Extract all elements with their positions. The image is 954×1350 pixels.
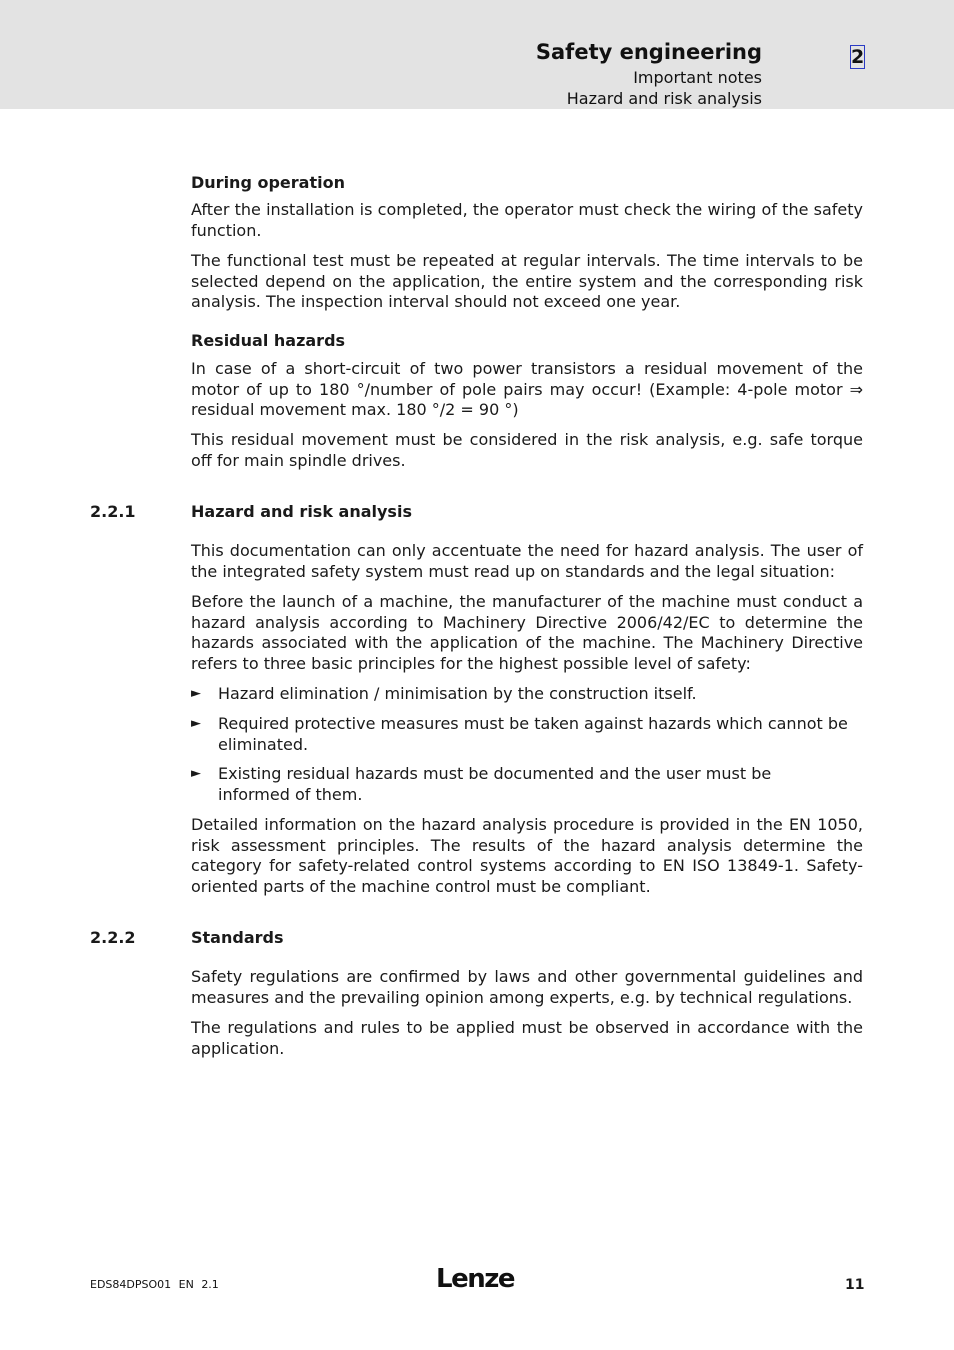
list-item-text: Required protective measures must be taken against hazards which cannot be eliminated.: [218, 714, 848, 754]
page-number: 11: [845, 1277, 865, 1293]
chapter-title: Safety engineering: [535, 40, 762, 64]
list-item-text: Existing residual hazards must be documented and the user must be informed of them.: [218, 764, 772, 804]
bullet-arrow-icon: ►: [191, 766, 201, 781]
header-band: [0, 0, 954, 109]
heading-residual-hazards: Residual hazards: [191, 331, 346, 350]
paragraph: Detailed information on the hazard analysis procedure is provided in the EN 1050, risk assessment principles. The results of the hazard analysis determine the category for safety-related control systems according to EN ISO 13849-1. Safety-oriented parts of the machine control must be compliant.: [191, 815, 863, 897]
paragraph: In case of a short-circuit of two power transistors a residual movement of the motor of up to 180 °/number of pole pairs may occur! (Example: 4-pole motor ⇒ residual movement max. 180 °/2 = 90 °): [191, 359, 863, 420]
lenze-logo: Lenze: [436, 1264, 514, 1294]
section-number: 2.2.2: [90, 928, 136, 947]
document-id: EDS84DPSO01 EN 2.1: [90, 1278, 219, 1291]
paragraph: The functional test must be repeated at regular intervals. The time intervals to be selected depend on the application, the entire system and the corresponding risk analysis. The inspection interval should not exceed one year.: [191, 251, 863, 312]
paragraph: After the installation is completed, the operator must check the wiring of the safety function.: [191, 200, 863, 240]
section-title: Hazard and risk analysis: [191, 502, 412, 521]
subsection-subtitle: Hazard and risk analysis: [566, 89, 762, 108]
bullet-arrow-icon: ►: [191, 716, 201, 731]
chapter-number-link[interactable]: 2: [851, 46, 865, 68]
paragraph: Before the launch of a machine, the manufacturer of the machine must conduct a hazard analysis according to Machinery Directive 2006/42/EC to determine the hazards associated with the application of the machine. The Machinery Directive refers to three basic principles for the highest possible level of safety:: [191, 592, 863, 674]
list-item-text: Hazard elimination / minimisation by the construction itself.: [218, 684, 697, 703]
paragraph: The regulations and rules to be applied must be observed in accordance with the application.: [191, 1018, 863, 1058]
paragraph: Safety regulations are confirmed by laws and other governmental guidelines and measures and the prevailing opinion among experts, e.g. by technical regulations.: [191, 967, 863, 1007]
paragraph: This documentation can only accentuate the need for hazard analysis. The user of the integrated safety system must read up on standards and the legal situation:: [191, 541, 863, 581]
paragraph: This residual movement must be considered in the risk analysis, e.g. safe torque off for main spindle drives.: [191, 430, 863, 470]
section-title: Standards: [191, 928, 284, 947]
section-subtitle: Important notes: [633, 68, 762, 87]
bullet-arrow-icon: ►: [191, 686, 201, 701]
heading-during-operation: During operation: [191, 173, 345, 192]
section-number: 2.2.1: [90, 502, 136, 521]
